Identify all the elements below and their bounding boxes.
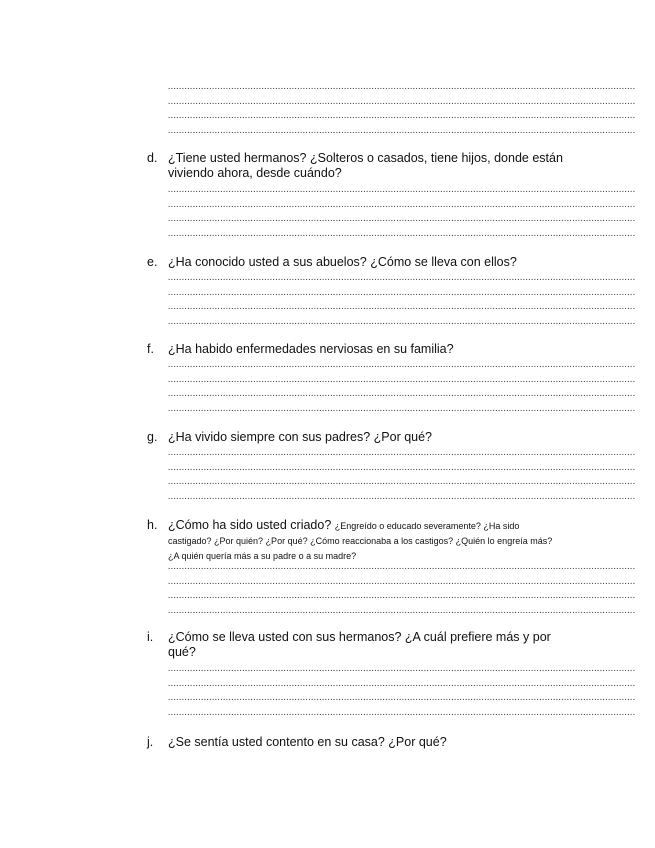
answer-line[interactable]: .......................................................................................................................................................................... (168, 604, 636, 615)
question-text: ¿Se sentía usted contento en su casa? ¿Por qué? (168, 735, 447, 749)
answer-line[interactable]: .......................................................................................................................................................................... (168, 198, 636, 209)
answer-line[interactable]: .......................................................................................................................................................................... (168, 476, 636, 486)
question-letter: g. (147, 430, 158, 444)
answer-lines (168, 445, 636, 503)
question-letter: d. (147, 151, 158, 165)
answer-line[interactable]: .......................................................................................................................................................................... (168, 706, 636, 717)
answer-lines (168, 357, 636, 415)
answer-lines (168, 270, 636, 328)
answer-line[interactable]: .......................................................................................................................................................................... (168, 388, 636, 398)
question-text: ¿Cómo ha sido usted criado? (168, 518, 332, 532)
answer-line[interactable]: .......................................................................................................................................................................... (168, 561, 636, 571)
answer-line[interactable]: .......................................................................................................................................................................... (168, 272, 636, 282)
answer-line[interactable]: .......................................................................................................................................................................... (168, 95, 636, 106)
answer-line[interactable]: .......................................................................................................................................................................... (168, 184, 636, 194)
answer-line[interactable]: .......................................................................................................................................................................... (168, 461, 636, 472)
question-letter: f. (147, 342, 154, 356)
answer-line[interactable]: .......................................................................................................................................................................... (168, 301, 636, 311)
question-text: ¿Ha habido enfermedades nerviosas en su familia? (168, 342, 454, 356)
question-letter: j. (147, 735, 154, 749)
answer-line[interactable]: .......................................................................................................................................................................... (168, 227, 636, 238)
answer-lines (168, 661, 636, 719)
answer-line[interactable]: .......................................................................................................................................................................... (168, 677, 636, 688)
answer-line[interactable]: .......................................................................................................................................................................... (168, 213, 636, 223)
answer-lines (168, 559, 636, 617)
question-letter: e. (147, 255, 158, 269)
question-subtext: ¿Engreído o educado severamente? ¿Ha sido castigado? ¿Por quién? ¿Por qué? ¿Cómo reaccionaba a los castigos? ¿Quién lo engreía más? ¿A quién quería más a su padre o a su madre? (168, 521, 553, 561)
answer-line[interactable]: .......................................................................................................................................................................... (168, 124, 636, 135)
answer-line[interactable]: .......................................................................................................................................................................... (168, 359, 636, 369)
answer-line[interactable]: .......................................................................................................................................................................... (168, 590, 636, 600)
answer-line[interactable]: .......................................................................................................................................................................... (168, 447, 636, 457)
answer-line[interactable]: .......................................................................................................................................................................... (168, 575, 636, 586)
answer-lines-previous (168, 79, 636, 137)
answer-line[interactable]: .......................................................................................................................................................................... (168, 373, 636, 384)
answer-line[interactable]: .......................................................................................................................................................................... (168, 402, 636, 413)
question-text: ¿Cómo se lleva usted con sus hermanos? ¿A cuál prefiere más y por qué? (168, 630, 551, 659)
question-text: ¿Ha vivido siempre con sus padres? ¿Por qué? (168, 430, 433, 444)
answer-line[interactable]: .......................................................................................................................................................................... (168, 490, 636, 501)
answer-lines (168, 182, 636, 240)
answer-line[interactable]: .......................................................................................................................................................................... (168, 692, 636, 702)
answer-line[interactable]: .......................................................................................................................................................................... (168, 81, 636, 91)
question-text: ¿Ha conocido usted a sus abuelos? ¿Cómo se lleva con ellos? (168, 255, 517, 269)
answer-line[interactable]: .......................................................................................................................................................................... (168, 110, 636, 120)
question-text-block (168, 518, 565, 563)
answer-line[interactable]: .......................................................................................................................................................................... (168, 315, 636, 326)
question-letter: h. (147, 518, 158, 532)
answer-line[interactable]: .......................................................................................................................................................................... (168, 286, 636, 297)
answer-line[interactable]: .......................................................................................................................................................................... (168, 663, 636, 673)
question-letter: i. (147, 630, 154, 644)
question-text: ¿Tiene usted hermanos? ¿Solteros o casados, tiene hijos, donde están viviendo ahora, desde cuándo? (168, 151, 563, 180)
